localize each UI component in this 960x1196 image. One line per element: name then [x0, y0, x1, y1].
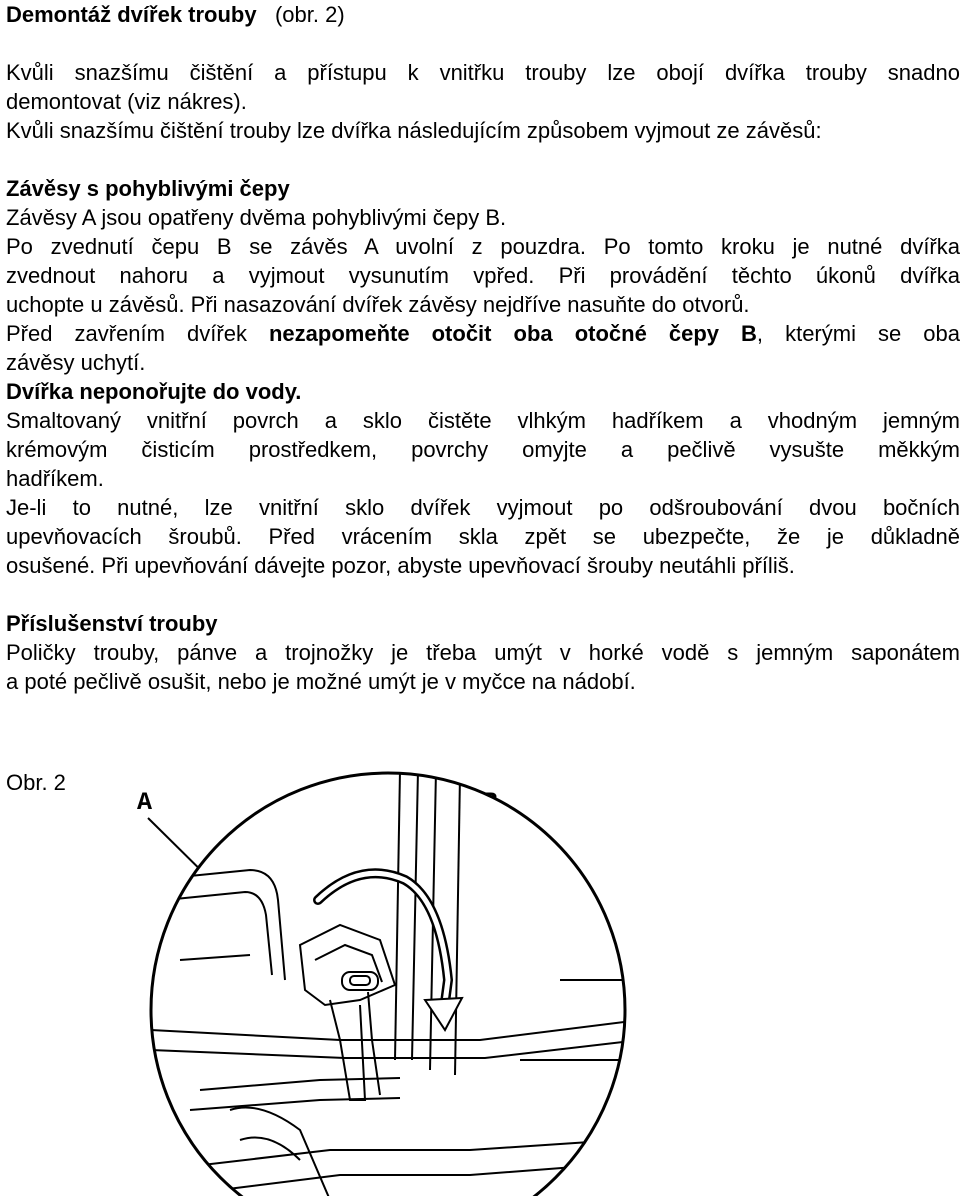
section-title-accessories: Příslušenství trouby — [6, 611, 218, 636]
paragraph-line: Kvůli snazšímu čištění trouby lze dvířka následujícím způsobem vyjmout ze závěsů: — [6, 118, 822, 143]
label-hinge-a: A — [137, 788, 153, 817]
emphasis-rotate-pins: nezapomeňte otočit oba otočné čepy B — [268, 321, 757, 346]
paragraph-line: a poté pečlivě osušit, nebo je možné umýt je v myčce na nádobí. — [6, 669, 636, 694]
section-title-hinges: Závěsy s pohyblivými čepy — [6, 176, 290, 201]
figure-caption: Obr. 2 — [6, 770, 66, 795]
paragraph-line: osušené. Při upevňování dávejte pozor, abyste upevňovací šrouby neutáhli příliš. — [6, 553, 795, 578]
paragraph-line: demontovat (viz nákres). — [6, 89, 247, 114]
paragraph-line: Po zvednutí čepu B se závěs A uvolní z pouzdra. Po tomto kroku je nutné dvířka — [6, 234, 960, 259]
paragraph-line: Kvůli snazšímu čištění a přístupu k vnitřku trouby lze obojí dvířka trouby snadno — [6, 60, 960, 85]
figure-reference: (obr. 2) — [274, 2, 345, 27]
paragraph-line: krémovým čisticím prostředkem, povrchy omyjte a pečlivě vysušte měkkým — [6, 437, 960, 462]
paragraph-line: Smaltovaný vnitřní povrch a sklo čistěte vlhkým hadříkem a vhodným jemným — [6, 408, 960, 433]
paragraph-line: závěsy uchytí. — [6, 350, 146, 375]
paragraph-line: zvednout nahoru a vyjmout vysunutím vpřed. Při provádění těchto úkonů dvířka — [6, 263, 960, 288]
paragraph-line: Je-li to nutné, lze vnitřní sklo dvířek vyjmout po odšroubování dvou bočních — [6, 495, 960, 520]
paragraph-line: Poličky trouby, pánve a trojnožky je třeba umýt v horké vodě s jemným saponátem — [6, 640, 960, 665]
warning-text: Dvířka neponořujte do vody. — [6, 379, 302, 404]
paragraph-line: uchopte u závěsů. Při nasazování dvířek závěsy nejdříve nasuňte do otvorů. — [6, 292, 750, 317]
paragraph-line-emphasis: Před zavřením dvířek nezapomeňte otočit oba otočné čepy B, kterými se oba — [6, 321, 960, 346]
door-removal-title: Demontáž dvířek trouby — [6, 2, 257, 27]
paragraph-line: hadříkem. — [6, 466, 104, 491]
paragraph-line: upevňovacích šroubů. Před vrácením skla zpět se ubezpečte, že je důkladně — [6, 524, 960, 549]
paragraph-line: Závěsy A jsou opatřeny dvěma pohyblivými čepy B. — [6, 205, 507, 230]
